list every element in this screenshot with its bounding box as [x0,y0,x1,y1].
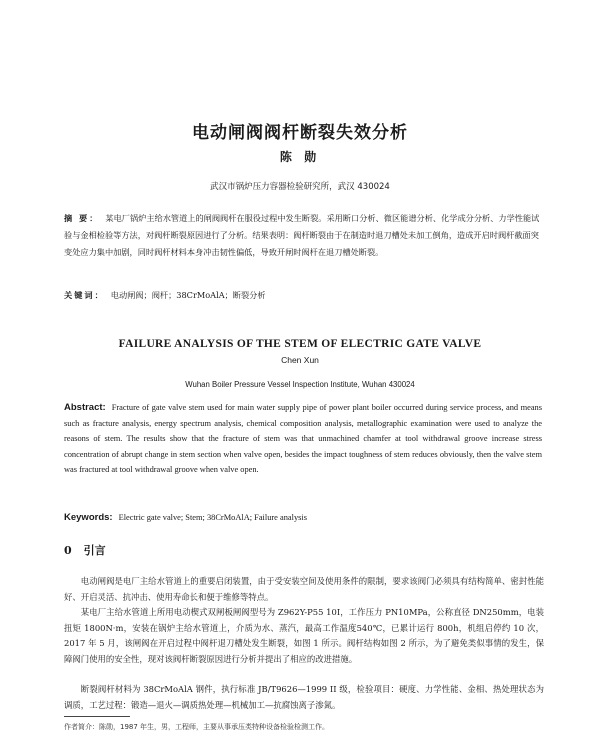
chinese-abstract-text: 某电厂锅炉主给水管道上的闸阀阀杆在服役过程中发生断裂。采用断口分析、微区能谱分析、化学成分分析、力学性能试验与金相检验等方法，对阀杆断裂原因进行了分析。结果表明：阀杆断裂由于在制造时退刀槽处未加工倒角，造成开启时阀杆截面突变处应力集中加剧，同时阀杆材料本身冲击韧性偏低，导致开闸时阀杆在退刀槽处断裂。 [64,213,540,257]
footnote: 作者简介：陈勋，1987 年生，男，工程师，主要从事承压类特种设备检验检测工作。 [64,723,330,731]
section-heading [64,542,106,558]
chinese-keywords [64,290,542,301]
chinese-author: 陈 勋 [279,150,321,164]
chinese-title: 电动闸阀阀杆断裂失效分析 [192,123,408,143]
chinese-abstract-label: 摘 要： [64,213,100,223]
body-paragraph-2: 某电厂主给水管道上所用电动楔式双闸板闸阀型号为 Z962Y-P55 10I，工作压力 PN10MPa，公称直径 DN250mm，电装扭矩 1800N·m，安装在锅炉主给水管道上，介质为水、蒸汽，最高工作温度540℃，已累计运行 800h，机组启停约 10 次，2017 年 5 月，该闸阀在开启过程中阀杆退刀槽处发生断裂，如图 1 所示。阀杆结构如图 2 所示，为了避免类似事情的发生，保障阀门使用的安全性，现对该阀杆断裂原因进行分析并提出了相应的改进措施。 [64,607,544,664]
chinese-keywords-text: 电动闸阀；阀杆；38CrMoAlA；断裂分析 [110,290,266,300]
english-author: Chen Xun [281,355,319,365]
body-paragraph-1: 电动闸阀是电厂主给水管道上的重要启闭装置，由于受安装空间及使用条件的限制，要求该阀门必须具有结构简单、密封性能好、开启灵活、抗冲击、使用寿命长和便于维修等特点。 [64,576,544,602]
body-paragraph-3: 断裂阀杆材料为 38CrMoAlA 钢件，执行标准 JB/T9626—1999 II 级，检验项目：硬度、力学性能、金相、热处理状态为调质，工艺过程：锻造—退火—调质热处理—机械加工—抗腐蚀离子渗氮。 [64,684,544,710]
english-keywords-text: Electric gate valve; Stem; 38CrMoAlA; Failure analysis [118,513,307,522]
english-abstract-text: Fracture of gate valve stem used for main water supply pipe of power plant boiler occurred during service process, and means such as fracture analysis, energy spectrum analysis, chemical composition analysis, metallographic examination were used to analyze the reasons of stem. The results show that the fracture of stem was that unmachined chamfer at tool withdrawal groove increase stress concentration of abrupt change in stem section when valve open, besides the impact toughness of stem reduces obviously, then the valve stem was fractured at tool withdrawal groove when valve open. [64,403,542,475]
english-keywords [64,512,542,523]
english-abstract [64,400,542,478]
section-number: 0 [64,544,72,557]
footnote-divider [64,716,130,717]
chinese-affiliation: 武汉市锅炉压力容器检验研究所，武汉 430024 [210,182,390,192]
english-abstract-label: Abstract: [64,402,106,413]
section-title: 引言 [83,544,106,557]
english-title: FAILURE ANALYSIS OF THE STEM OF ELECTRIC GATE VALVE [118,338,482,350]
chinese-keywords-label: 关键词： [64,290,105,300]
english-affiliation: Wuhan Boiler Pressure Vessel Inspection Institute, Wuhan 430024 [185,380,415,389]
english-keywords-label: Keywords: [64,512,113,523]
chinese-abstract [64,210,542,261]
